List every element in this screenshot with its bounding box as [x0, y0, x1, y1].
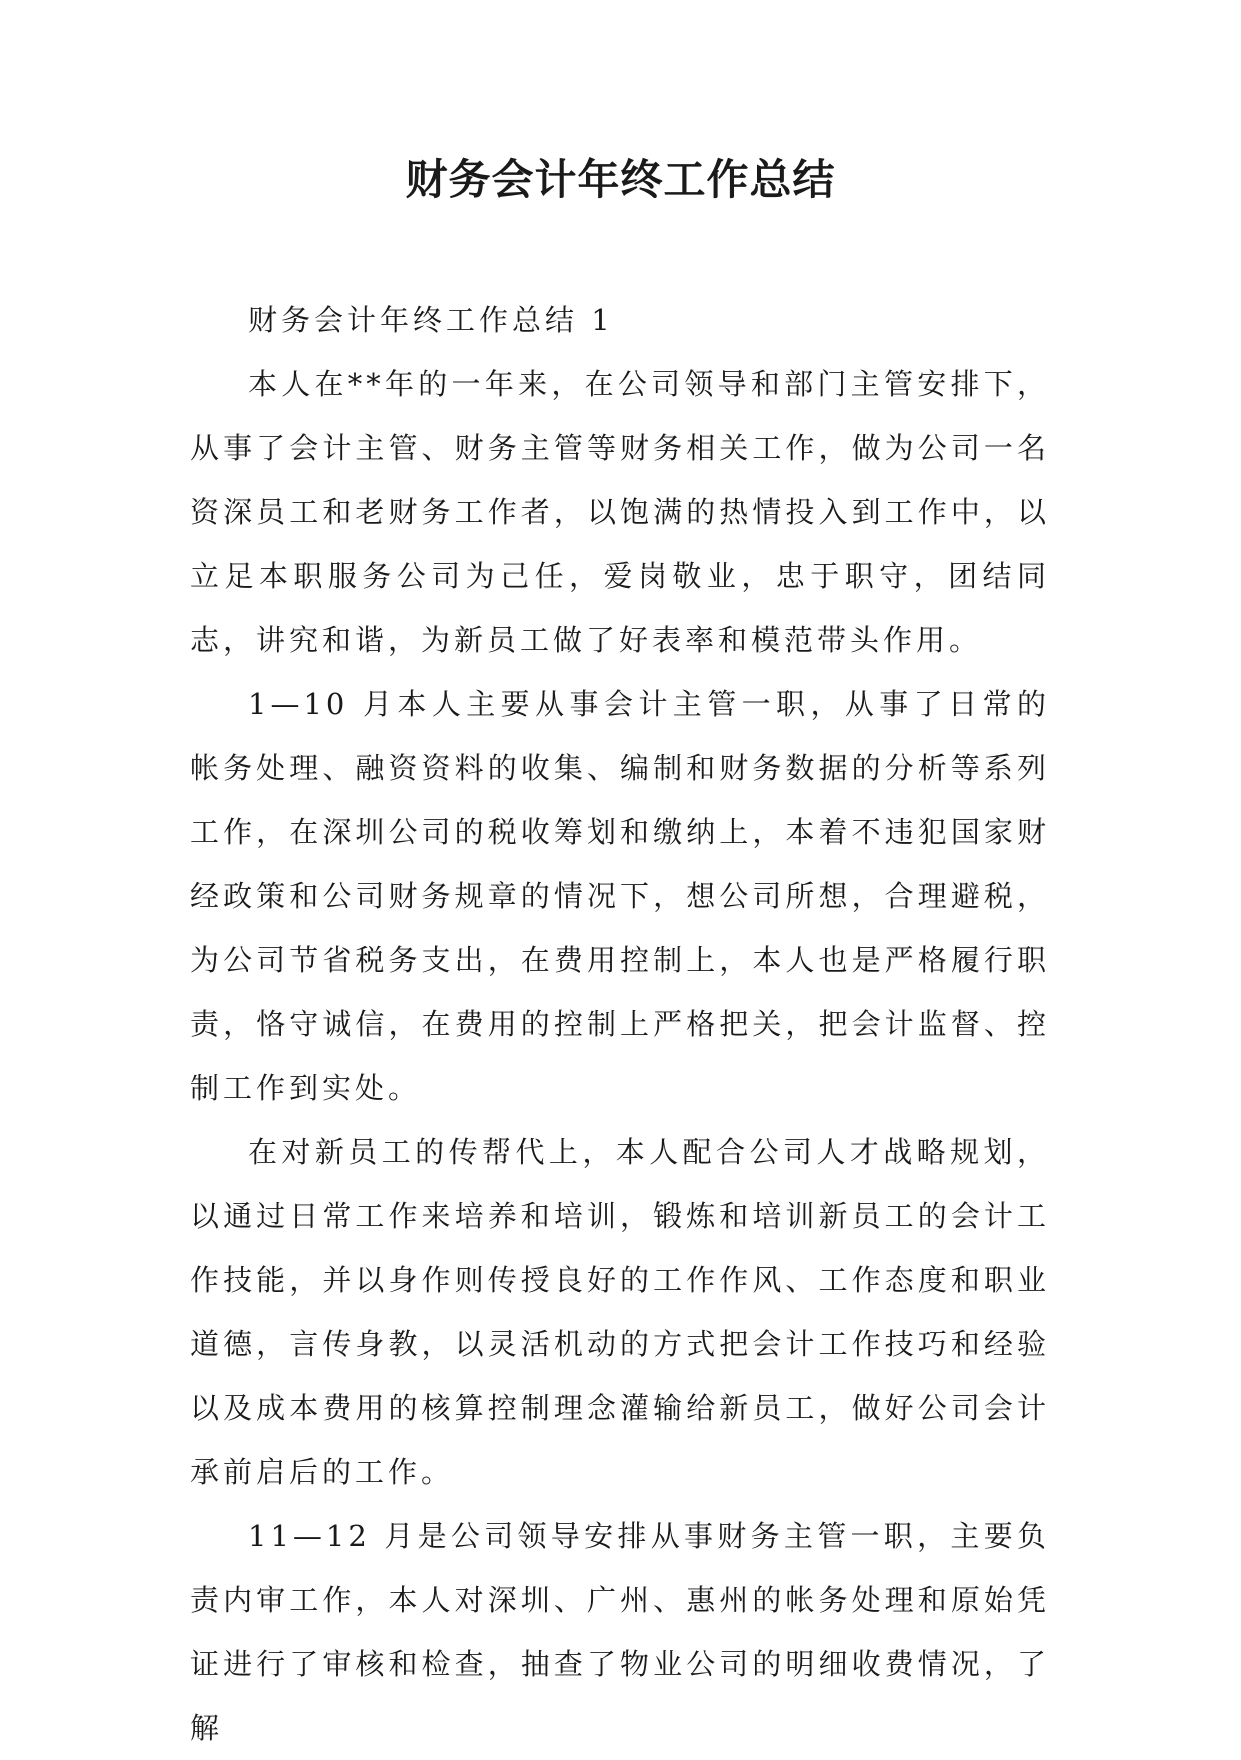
- section-heading: 财务会计年终工作总结 1: [248, 303, 614, 337]
- paragraph-1: 本人在**年的一年来，在公司领导和部门主管安排下，从事了会计主管、财务主管等财务相关工作，做为公司一名资深员工和老财务工作者，以饱满的热情投入到工作中，以立足本职服务公司为己任，爱岗敬业，忠于职守，团结同志，讲究和谐，为新员工做了好表率和模范带头作用。: [190, 367, 1050, 657]
- document-body: [190, 288, 1050, 1760]
- paragraph-2: 1—10 月本人主要从事会计主管一职，从事了日常的帐务处理、融资资料的收集、编制和财务数据的分析等系列工作，在深圳公司的税收筹划和缴纳上，本着不违犯国家财经政策和公司财务规章的情况下，想公司所想，合理避税，为公司节省税务支出，在费用控制上，本人也是严格履行职责，恪守诚信，在费用的控制上严格把关，把会计监督、控制工作到实处。: [190, 687, 1050, 1105]
- document-title: 财务会计年终工作总结: [405, 155, 836, 204]
- paragraph-3: 在对新员工的传帮代上，本人配合公司人才战略规划，以通过日常工作来培养和培训，锻炼和培训新员工的会计工作技能，并以身作则传授良好的工作作风、工作态度和职业道德，言传身教，以灵活机动的方式把会计工作技巧和经验以及成本费用的核算控制理念灌输给新员工，做好公司会计承前启后的工作。: [190, 1135, 1050, 1489]
- paragraph-4: 11—12 月是公司领导安排从事财务主管一职，主要负责内审工作，本人对深圳、广州、惠州的帐务处理和原始凭证进行了审核和检查，抽查了物业公司的明细收费情况，了解: [190, 1519, 1050, 1745]
